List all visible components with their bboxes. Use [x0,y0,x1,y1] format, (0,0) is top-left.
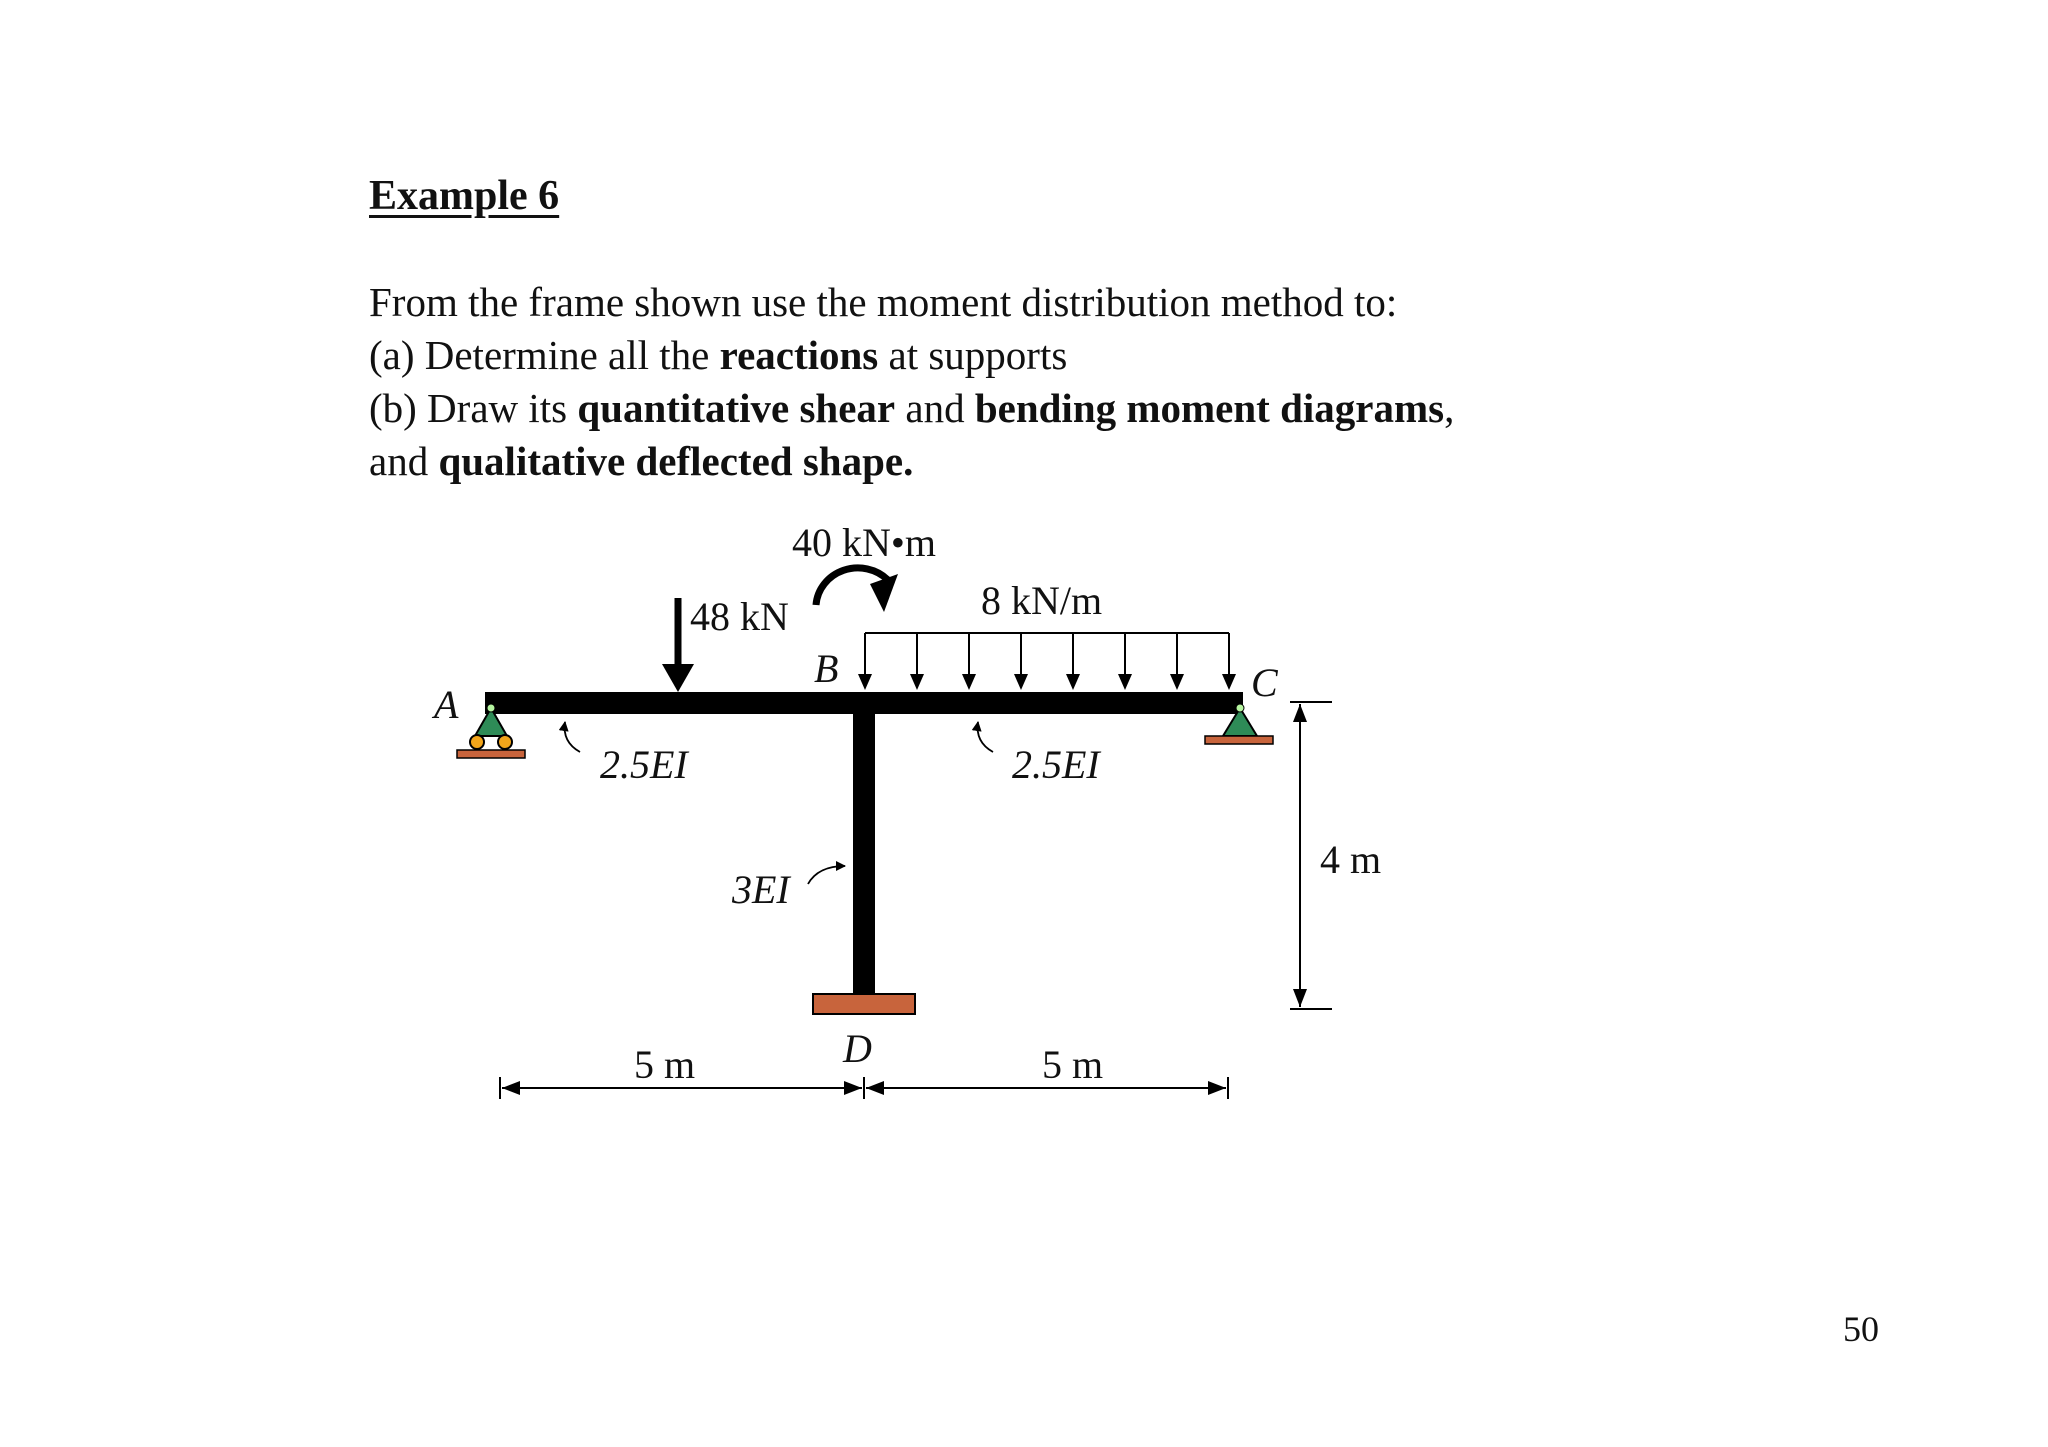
udl-arrow-head [858,674,872,690]
udl-arrow-head [1014,674,1028,690]
udl-arrow-head [1066,674,1080,690]
dimension-label-ab: 5 m [634,1042,696,1087]
node-label-c: C [1251,660,1278,705]
dimension-label-column: 4 m [1320,837,1382,882]
stiffness-arrow-ab [565,722,580,752]
moment-arrow [816,568,898,612]
udl-arrow-head [962,674,976,690]
node-label-b: B [814,646,839,691]
distributed-load [858,633,1236,690]
stiffness-label-bc: 2.5EI [1012,742,1100,787]
problem-line-1: From the frame shown use the moment distribution method to: [369,279,1398,325]
node-label-d: D [843,1026,872,1071]
stiffness-label-ab: 2.5EI [600,742,688,787]
distributed-load-label: 8 kN/m [981,578,1103,623]
column-bd [853,712,875,994]
udl-arrow-head [1222,674,1236,690]
example-heading: Example 6 [369,173,560,219]
udl-arrow-head [910,674,924,690]
dimension-spans [500,1077,1228,1099]
problem-line-3: (b) Draw its quantitative shear and bending moment diagrams, [369,385,1455,431]
point-load-label: 48 kN [690,594,789,639]
node-label-a: A [434,682,459,727]
page-number: 50 [1843,1309,1879,1349]
stiffness-label-bd: 3EI [732,867,790,912]
dimension-label-bc: 5 m [1042,1042,1104,1087]
fixed-support-d [813,994,915,1014]
problem-line-2: (a) Determine all the reactions at supports [369,332,1068,378]
beam-abc [485,692,1243,714]
stiffness-arrow-bd [808,866,845,884]
problem-line-4: and qualitative deflected shape. [369,438,914,484]
moment-label: 40 kN•m [792,520,937,565]
stiffness-arrow-bc [978,722,993,752]
udl-arrow-head [1118,674,1132,690]
udl-arrow-head [1170,674,1184,690]
